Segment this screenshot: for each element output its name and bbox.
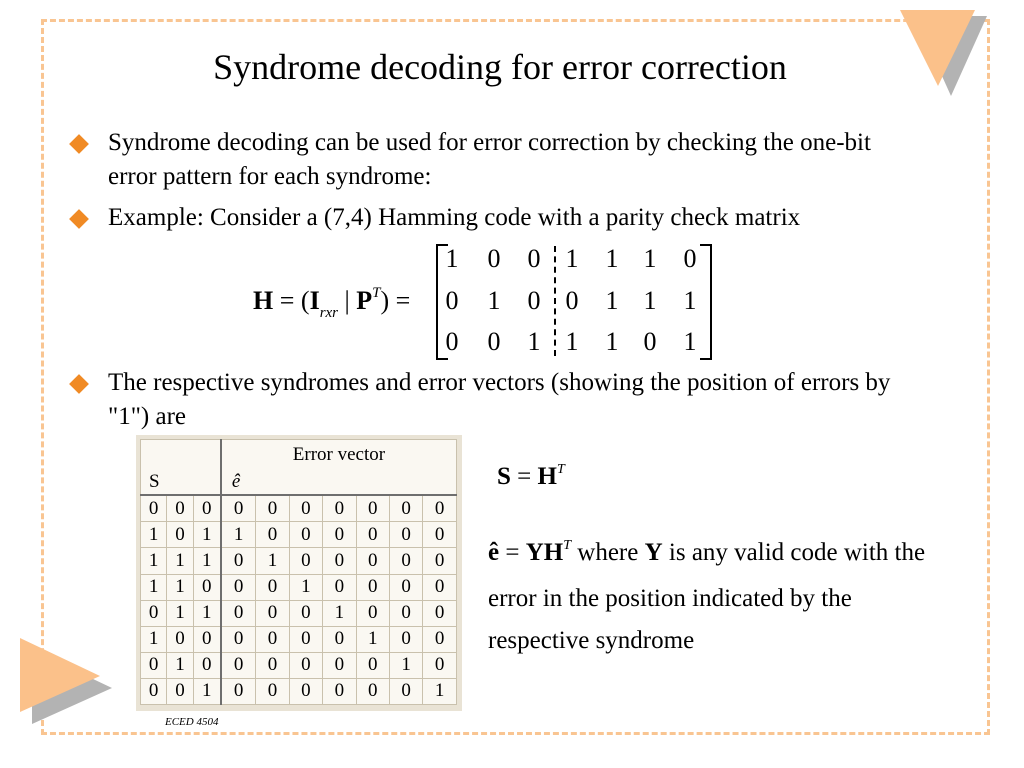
error-vector-cell: 0 [423,495,457,522]
error-vector-cell: 0 [256,652,289,678]
matrix-cell: 1 [605,286,619,315]
footer-course-code: ECED 4504 [165,716,219,728]
table-header-blank [141,440,221,470]
matrix-i-symbol: I [309,286,320,315]
error-vector-cell: 0 [356,678,389,704]
matrix-cell: 0 [527,286,541,315]
bullet-text-2: Example: Consider a (7,4) Hamming code with a parity check matrix [108,204,801,231]
error-vector-cell: 1 [389,652,422,678]
matrix-cell: 1 [643,244,657,273]
syndrome-cell: 1 [193,548,221,574]
table-header-error-vector: Error vector [221,440,457,470]
syndrome-cell: 0 [167,678,193,704]
table-row [141,678,457,704]
matrix-bar: | [338,286,357,315]
error-vector-cell: 0 [389,522,422,548]
slide-title: Syndrome decoding for error correction [213,47,787,87]
error-vector-cell: 0 [323,522,356,548]
matrix-eq-open: = ( [273,286,310,315]
matrix-cell: 1 [445,244,459,273]
triangle-decoration-bottom-left [16,634,116,728]
matrix-cell: 0 [445,286,459,315]
matrix-eq-close: ) = [380,286,411,315]
syndrome-cell: 1 [141,574,167,600]
error-vector-cell: 0 [356,574,389,600]
eq2-y-symbol: Y [644,539,663,566]
eq2-yh-symbol: YH [525,539,564,566]
matrix-p-symbol: P [356,286,373,315]
matrix-cell: 1 [683,327,697,356]
eq1-superscript: T [556,462,565,477]
matrix-cell: 1 [605,327,619,356]
syndrome-cell: 1 [193,600,221,626]
error-vector-cell: 1 [221,522,256,548]
syndrome-cell: 0 [193,574,221,600]
error-vector-cell: 0 [389,548,422,574]
syndrome-cell: 1 [167,652,193,678]
error-vector-cell: 0 [389,678,422,704]
error-vector-cell: 0 [356,495,389,522]
error-vector-cell: 0 [323,652,356,678]
error-vector-cell: 0 [256,600,289,626]
matrix-h-symbol: H [253,286,274,315]
error-vector-cell: 0 [423,522,457,548]
error-vector-cell: 1 [423,678,457,704]
error-vector-cell: 0 [389,600,422,626]
table-row [141,652,457,678]
syndrome-cell: 0 [167,626,193,652]
error-vector-cell: 0 [221,495,256,522]
table-header-s: S [141,469,221,495]
error-vector-cell: 0 [323,678,356,704]
eq1-h-symbol: H [537,463,557,490]
error-vector-cell: 0 [423,626,457,652]
error-vector-cell: 0 [289,548,322,574]
error-vector-cell: 0 [389,495,422,522]
matrix-cell: 1 [643,286,657,315]
syndrome-cell: 1 [167,548,193,574]
error-vector-cell: 0 [221,548,256,574]
syndrome-cell: 1 [193,678,221,704]
matrix-cell: 1 [565,327,579,356]
syndrome-cell: 0 [167,522,193,548]
matrix-cell: 0 [445,327,459,356]
matrix-p-superscript: T [372,285,381,301]
matrix-cell: 1 [527,327,541,356]
error-vector-cell: 0 [423,600,457,626]
syndrome-cell: 0 [141,495,167,522]
error-vector-cell: 0 [423,652,457,678]
matrix-cell: 1 [565,244,579,273]
error-vector-cell: 1 [323,600,356,626]
eq1-s-symbol: S [497,463,511,490]
syndrome-cell: 0 [193,626,221,652]
matrix-lhs [253,285,411,321]
syndrome-cell: 0 [141,600,167,626]
matrix-i-subscript: rxr [319,305,339,321]
table-row [141,626,457,652]
error-vector-cell: 1 [289,574,322,600]
table-row [141,600,457,626]
matrix-partition-line [554,246,556,356]
syndrome-cell: 0 [141,678,167,704]
error-vector-cell: 0 [389,626,422,652]
syndrome-cell: 1 [141,626,167,652]
matrix-cell: 0 [527,244,541,273]
matrix-cell: 0 [643,327,657,356]
error-vector-cell: 0 [256,626,289,652]
syndrome-cell: 0 [193,495,221,522]
error-vector-cell: 0 [423,548,457,574]
equation-e-hat-description [488,532,958,662]
eq2-where: where [571,539,645,566]
error-vector-cell: 0 [356,600,389,626]
error-vector-cell: 0 [289,495,322,522]
syndrome-cell: 1 [141,548,167,574]
table-header-e-hat: ê [221,469,457,495]
error-vector-cell: 0 [289,652,322,678]
error-vector-cell: 0 [289,600,322,626]
error-vector-cell: 0 [323,495,356,522]
error-vector-cell: 0 [323,626,356,652]
equation-s-equals-ht [497,463,565,491]
error-vector-cell: 0 [221,652,256,678]
error-vector-cell: 0 [221,678,256,704]
error-vector-cell: 0 [221,574,256,600]
error-vector-cell: 1 [256,548,289,574]
matrix-cell: 0 [565,286,579,315]
error-vector-cell: 0 [256,574,289,600]
error-vector-cell: 0 [256,678,289,704]
matrix-cell: 0 [487,244,501,273]
syndrome-cell: 0 [141,652,167,678]
eq2-e-hat-symbol: ê [488,539,500,566]
table-row [141,522,457,548]
error-vector-cell: 0 [323,548,356,574]
matrix-cell: 1 [605,244,619,273]
bullet-text-3: The respective syndromes and error vectors (showing the position of errors by "1") are [108,369,891,430]
table-row [141,495,457,522]
table-row [141,548,457,574]
syndrome-cell: 0 [167,495,193,522]
error-vector-cell: 0 [221,626,256,652]
error-vector-cell: 0 [323,574,356,600]
syndrome-table [140,439,457,705]
error-vector-cell: 0 [289,522,322,548]
syndrome-cell: 0 [193,652,221,678]
syndrome-cell: 1 [167,574,193,600]
bullet-text-1: Syndrome decoding can be used for error correction by checking the one-bit error pattern for each syndrome: [108,129,871,190]
syndrome-cell: 1 [141,522,167,548]
error-vector-cell: 1 [356,626,389,652]
table-row [141,574,457,600]
matrix-cell: 1 [487,286,501,315]
error-vector-cell: 0 [289,626,322,652]
error-vector-cell: 0 [356,548,389,574]
error-vector-cell: 0 [356,522,389,548]
error-vector-cell: 0 [256,495,289,522]
error-vector-cell: 0 [221,600,256,626]
error-vector-cell: 0 [256,522,289,548]
matrix-cell: 0 [487,327,501,356]
matrix-cell: 0 [683,244,697,273]
eq2-superscript: T [563,538,572,553]
syndrome-cell: 1 [193,522,221,548]
error-vector-cell: 0 [389,574,422,600]
matrix-cell: 1 [683,286,697,315]
syndrome-table-frame [136,435,462,711]
syndrome-cell: 1 [167,600,193,626]
error-vector-cell: 0 [423,574,457,600]
eq2-description: is any valid code with the error in the position indicated by the respective syndrome [488,539,926,654]
eq1-equals: = [510,463,538,490]
eq2-equals: = [499,539,526,566]
error-vector-cell: 0 [356,652,389,678]
error-vector-cell: 0 [289,678,322,704]
